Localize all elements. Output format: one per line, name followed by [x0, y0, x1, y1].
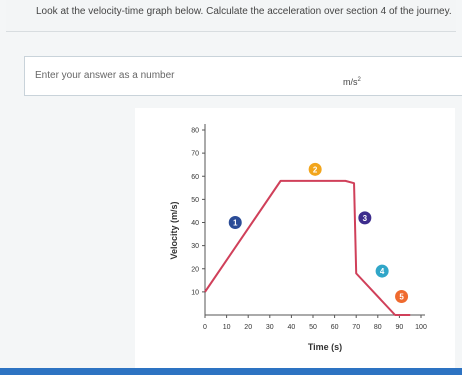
x-tick-label: 90 — [395, 324, 404, 331]
x-tick-label: 80 — [373, 324, 382, 331]
y-tick-label: 40 — [191, 220, 199, 227]
x-tick-label: 0 — [203, 324, 207, 331]
x-tick-label: 100 — [415, 324, 427, 331]
section-marker-label: 4 — [379, 267, 385, 277]
answer-unit-exponent: 2 — [357, 77, 361, 83]
answer-bar — [24, 56, 462, 96]
x-axis-title: Time (s) — [307, 342, 343, 352]
section-marker-label: 1 — [233, 218, 238, 228]
question-text: Look at the velocity-time graph below. Calculate the acceleration over section 4 of the journey. — [6, 0, 456, 32]
section-marker-label: 2 — [312, 165, 318, 175]
x-tick-label: 60 — [330, 324, 339, 331]
section-marker-label: 5 — [399, 292, 404, 302]
x-tick-label: 20 — [244, 324, 253, 331]
answer-input[interactable] — [35, 65, 325, 85]
chart-svg — [135, 108, 455, 370]
y-tick-label: 20 — [191, 266, 199, 274]
y-tick-label: 30 — [191, 243, 199, 251]
answer-unit-text: m/s — [343, 77, 358, 87]
x-tick-label: 30 — [265, 324, 274, 331]
y-tick-label: 70 — [191, 150, 199, 158]
x-tick-label: 50 — [309, 324, 317, 331]
answer-unit — [343, 77, 361, 87]
y-axis-title: Velocity (m/s) — [169, 201, 179, 260]
velocity-time-graph — [135, 108, 455, 370]
y-tick-label: 80 — [191, 127, 199, 135]
x-tick-label: 40 — [287, 324, 296, 331]
y-tick-label: 10 — [191, 289, 199, 297]
y-tick-label: 60 — [191, 173, 199, 181]
x-tick-label: 10 — [222, 324, 231, 331]
section-marker-label: 3 — [362, 213, 368, 223]
series-line — [205, 181, 410, 315]
taskbar-strip — [0, 368, 462, 375]
x-tick-label: 70 — [352, 324, 361, 331]
y-tick-label: 50 — [191, 196, 199, 204]
